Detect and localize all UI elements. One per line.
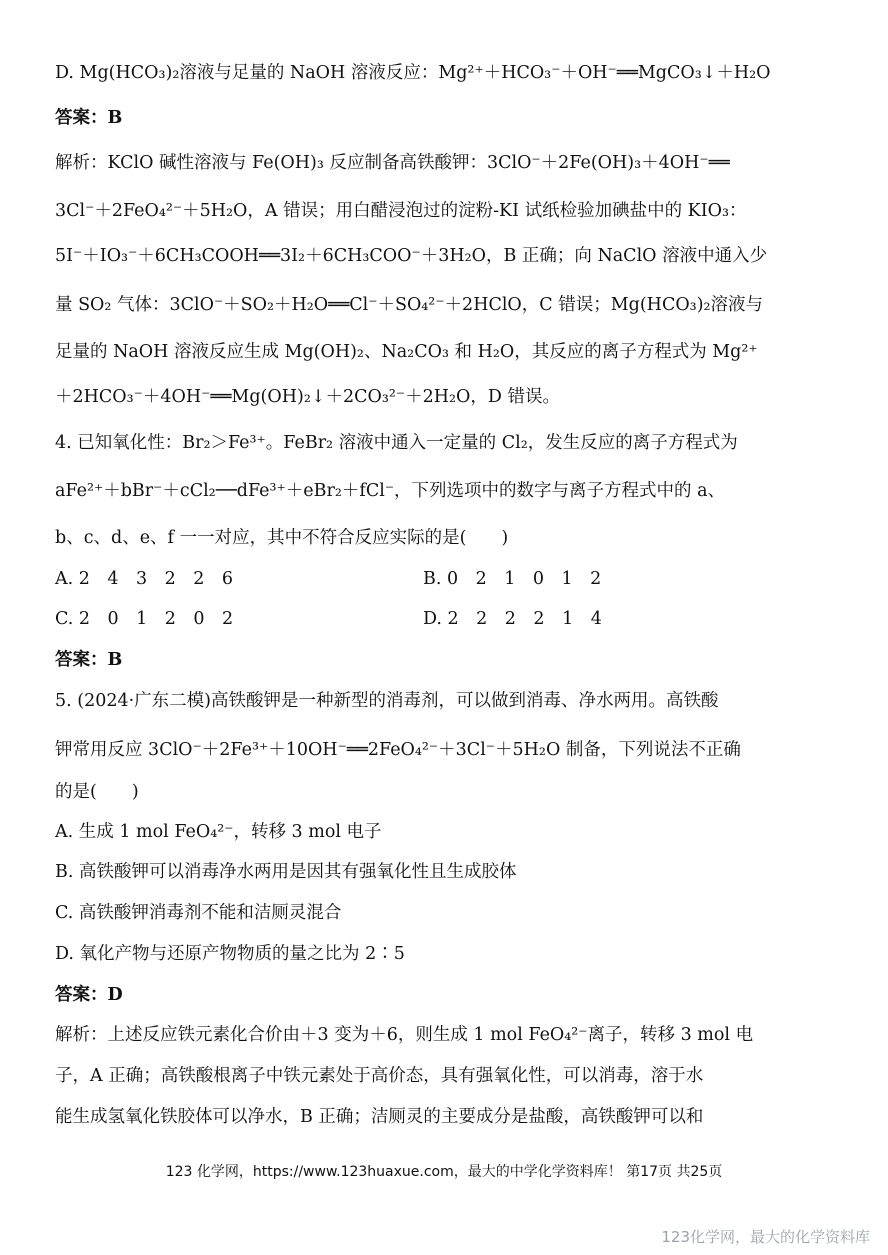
q4-option-c: C. 2 0 1 2 0 2 <box>55 609 234 629</box>
q4-option-b: B. 0 2 1 0 1 2 <box>423 569 602 589</box>
text-line: 的是( ) <box>55 782 139 802</box>
q5-option-c: C. 高铁酸钾消毒剂不能和洁厕灵混合 <box>55 903 342 923</box>
text-line: aFe²⁺＋bBr⁻＋cCl₂──dFe³⁺＋eBr₂＋fCl⁻，下列选项中的数字与离子方程式中的 a、 <box>55 481 726 501</box>
text-line: D. Mg(HCO₃)₂溶液与足量的 NaOH 溶液反应：Mg²⁺＋HCO₃⁻＋OH⁻══MgCO₃↓＋H₂O <box>55 63 771 83</box>
text-line: 5I⁻＋IO₃⁻＋6CH₃COOH══3I₂＋6CH₃COO⁻＋3H₂O，B 正确；向 NaClO 溶液中通入少 <box>55 246 768 266</box>
answer-label: 答案：D <box>55 985 123 1005</box>
text-line: b、c、d、e、f 一一对应，其中不符合反应实际的是( ) <box>55 528 509 548</box>
question-5-stem: 5. (2024·广东二模)高铁酸钾是一种新型的消毒剂，可以做到消毒、净水两用。高铁酸 <box>55 691 719 711</box>
analysis-line: 解析：上述反应铁元素化合价由＋3 变为＋6，则生成 1 mol FeO₄²⁻离子，转移 3 mol 电 <box>55 1025 754 1045</box>
q5-option-d: D. 氧化产物与还原产物物质的量之比为 2∶5 <box>55 944 405 964</box>
text-line: 解析：KClO 碱性溶液与 Fe(OH)₃ 反应制备高铁酸钾：3ClO⁻＋2Fe(OH)₃＋4OH⁻══ <box>55 153 730 173</box>
q5-option-b: B. 高铁酸钾可以消毒净水两用是因其有强氧化性且生成胶体 <box>55 862 517 882</box>
answer-label: 答案：B <box>55 108 123 128</box>
page-footer: 123 化学网，https://www.123huaxue.com，最大的中学化学资料库！ 第17页 共25页 <box>165 1164 723 1180</box>
text-line: 钾常用反应 3ClO⁻＋2Fe³⁺＋10OH⁻══2FeO₄²⁻＋3Cl⁻＋5H₂O 制备，下列说法不正确 <box>55 740 741 760</box>
text-line: ＋2HCO₃⁻＋4OH⁻══Mg(OH)₂↓＋2CO₃²⁻＋2H₂O，D 错误。 <box>55 387 560 407</box>
q5-option-a: A. 生成 1 mol FeO₄²⁻，转移 3 mol 电子 <box>55 822 382 842</box>
q4-option-d: D. 2 2 2 2 1 4 <box>423 609 602 629</box>
analysis-line: 子，A 正确；高铁酸根离子中铁元素处于高价态，具有强氧化性，可以消毒，溶于水 <box>55 1066 704 1086</box>
answer-label: 答案：B <box>55 650 123 670</box>
text-line: 3Cl⁻＋2FeO₄²⁻＋5H₂O，A 错误；用白醋浸泡过的淀粉-KI 试纸检验加碘盐中的 KIO₃： <box>55 201 747 221</box>
text-line: 量 SO₂ 气体：3ClO⁻＋SO₂＋H₂O══Cl⁻＋SO₄²⁻＋2HClO，C 错误；Mg(HCO₃)₂溶液与 <box>55 295 764 315</box>
q4-option-a: A. 2 4 3 2 2 6 <box>55 569 234 589</box>
question-4-stem: 4. 已知氧化性：Br₂＞Fe³⁺。FeBr₂ 溶液中通入一定量的 Cl₂，发生反应的离子方程式为 <box>55 433 738 453</box>
watermark: 123化学网，最大的化学资料库 <box>661 1228 870 1246</box>
analysis-line: 能生成氢氧化铁胶体可以净水，B 正确；洁厕灵的主要成分是盐酸，高铁酸钾可以和 <box>55 1107 704 1127</box>
text-line: 足量的 NaOH 溶液反应生成 Mg(OH)₂、Na₂CO₃ 和 H₂O，其反应的离子方程式为 Mg²⁺ <box>55 342 758 362</box>
